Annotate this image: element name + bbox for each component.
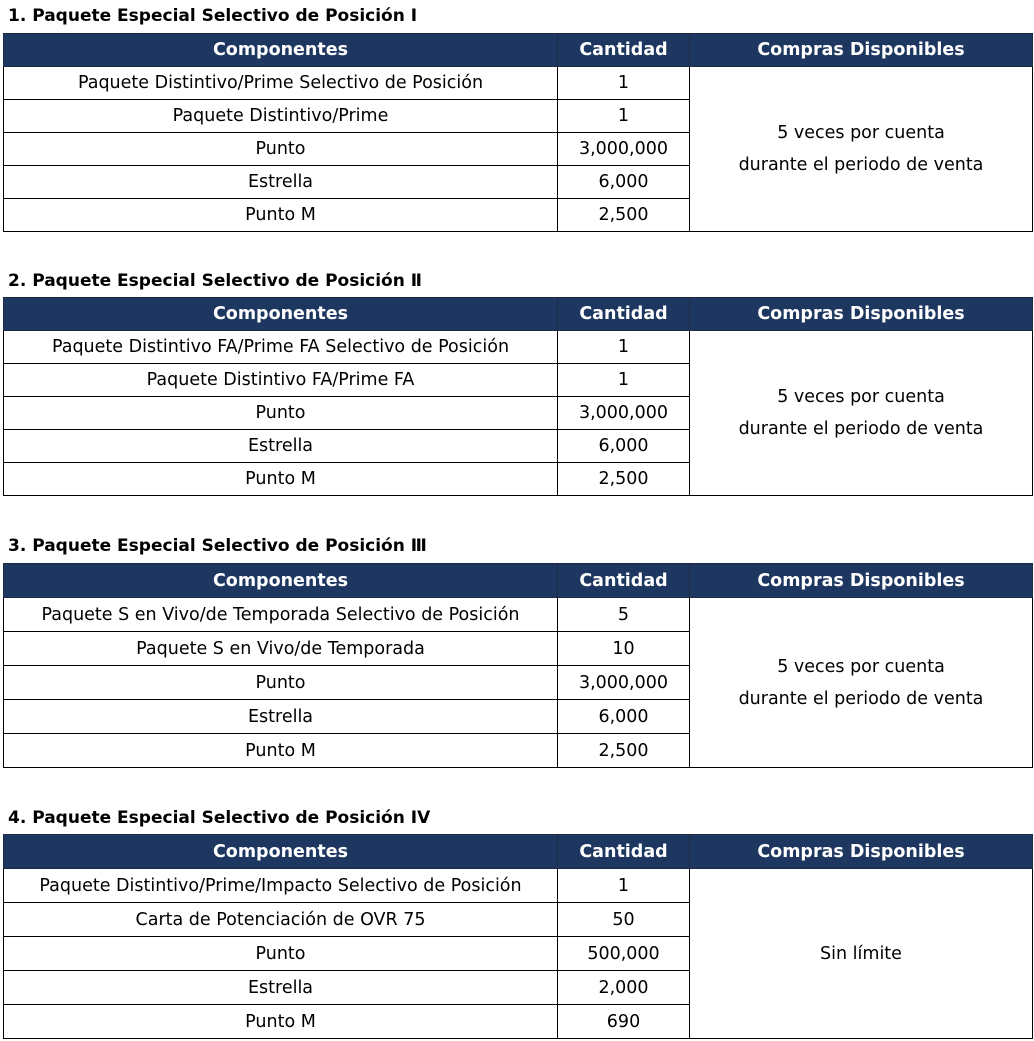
header-components: Componentes [4, 564, 558, 598]
component-name: Estrella [4, 700, 558, 734]
purchase-limit-line-2: durante el periodo de venta [738, 155, 984, 175]
component-name: Paquete Distintivo/Prime/Impacto Selectivo de Posición [4, 869, 558, 903]
header-quantity: Cantidad [558, 298, 690, 331]
component-name: Paquete S en Vivo/de Temporada [4, 632, 558, 666]
component-name: Estrella [4, 971, 558, 1005]
component-name: Paquete Distintivo FA/Prime FA Selectivo de Posición [4, 331, 558, 364]
component-quantity: 1 [558, 364, 690, 397]
component-name: Punto [4, 666, 558, 700]
header-purchases: Compras Disponibles [690, 564, 1033, 598]
component-name: Paquete Distintivo/Prime [4, 100, 558, 133]
purchase-limit-line-1: Sin límite [820, 943, 902, 964]
header-components: Componentes [4, 298, 558, 331]
component-name: Estrella [4, 166, 558, 199]
purchase-limit [690, 331, 1033, 496]
component-name: Punto M [4, 199, 558, 232]
header-purchases: Compras Disponibles [690, 835, 1033, 869]
component-quantity: 6,000 [558, 430, 690, 463]
component-quantity: 1 [558, 67, 690, 100]
section-title: 4. Paquete Especial Selectivo de Posición IV [8, 808, 431, 828]
purchase-limit [690, 67, 1033, 232]
table-row [4, 869, 1033, 903]
header-purchases: Compras Disponibles [690, 34, 1033, 67]
purchase-limit-line-1: 5 veces por cuenta [777, 123, 945, 143]
component-quantity: 3,000,000 [558, 397, 690, 430]
component-name: Punto M [4, 1005, 558, 1039]
component-quantity: 2,500 [558, 463, 690, 496]
table-header-row [4, 835, 1033, 869]
component-quantity: 1 [558, 869, 690, 903]
purchase-limit-line-1: 5 veces por cuenta [777, 387, 945, 407]
header-purchases: Compras Disponibles [690, 298, 1033, 331]
component-name: Punto [4, 133, 558, 166]
purchase-limit-line-2: durante el periodo de venta [738, 688, 984, 709]
section-title: 1. Paquete Especial Selectivo de Posición Ⅰ [8, 6, 418, 26]
component-quantity: 2,500 [558, 199, 690, 232]
section-title: 2. Paquete Especial Selectivo de Posición Ⅱ [8, 271, 422, 291]
header-components: Componentes [4, 34, 558, 67]
component-name: Punto [4, 397, 558, 430]
purchase-limit-line-1: 5 veces por cuenta [777, 656, 945, 677]
component-quantity: 50 [558, 903, 690, 937]
table-header-row [4, 34, 1033, 67]
component-quantity: 6,000 [558, 700, 690, 734]
component-quantity: 3,000,000 [558, 133, 690, 166]
table-row [4, 67, 1033, 100]
table-header-row [4, 298, 1033, 331]
package-table [3, 33, 1033, 232]
component-quantity: 1 [558, 100, 690, 133]
package-table [3, 563, 1033, 768]
component-quantity: 2,500 [558, 734, 690, 768]
component-name: Punto [4, 937, 558, 971]
component-quantity: 2,000 [558, 971, 690, 1005]
component-name: Paquete S en Vivo/de Temporada Selectivo de Posición [4, 598, 558, 632]
component-quantity: 690 [558, 1005, 690, 1039]
section-title: 3. Paquete Especial Selectivo de Posición Ⅲ [8, 536, 427, 556]
header-quantity: Cantidad [558, 564, 690, 598]
header-quantity: Cantidad [558, 835, 690, 869]
component-name: Carta de Potenciación de OVR 75 [4, 903, 558, 937]
component-name: Punto M [4, 463, 558, 496]
component-name: Paquete Distintivo FA/Prime FA [4, 364, 558, 397]
table-row [4, 331, 1033, 364]
component-name: Paquete Distintivo/Prime Selectivo de Posición [4, 67, 558, 100]
header-components: Componentes [4, 835, 558, 869]
component-quantity: 10 [558, 632, 690, 666]
table-header-row [4, 564, 1033, 598]
component-name: Estrella [4, 430, 558, 463]
purchase-limit [690, 869, 1033, 1039]
component-quantity: 6,000 [558, 166, 690, 199]
purchase-limit-line-2: durante el periodo de venta [738, 419, 984, 439]
package-table [3, 297, 1033, 496]
header-quantity: Cantidad [558, 34, 690, 67]
component-quantity: 3,000,000 [558, 666, 690, 700]
component-name: Punto M [4, 734, 558, 768]
component-quantity: 500,000 [558, 937, 690, 971]
purchase-limit [690, 598, 1033, 768]
package-table [3, 834, 1033, 1039]
component-quantity: 5 [558, 598, 690, 632]
component-quantity: 1 [558, 331, 690, 364]
table-row [4, 598, 1033, 632]
